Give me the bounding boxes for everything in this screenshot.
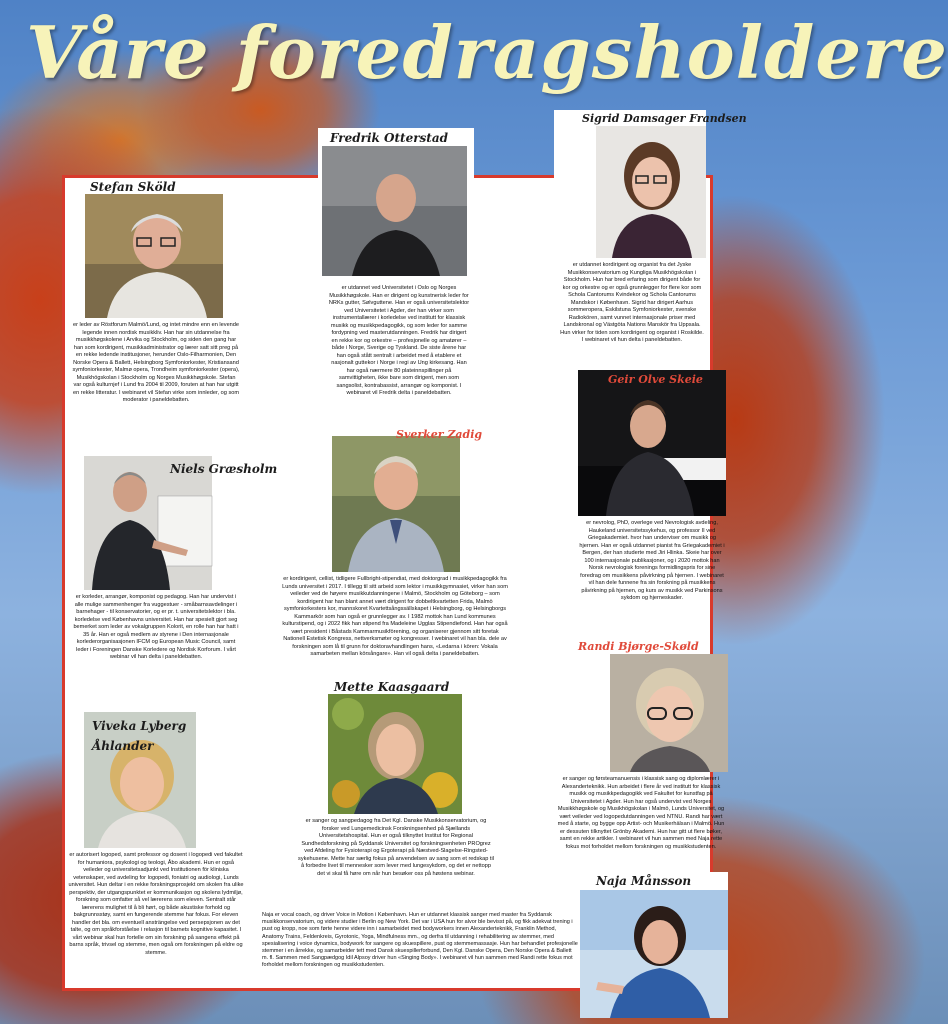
portrait-image — [596, 126, 706, 258]
speaker-bio: er utdannet ved Universitetet i Oslo og Norges Musikkhøgskole. Han er dirigent og kunstnerisk leder for NRKs gutter, Sølvguttene. Han er også universitetslektor ved Universitetet i Agder, der han virker som instrumentallærer i korledelse ved institutt for klassisk musikk og musikkpedagogikk, og som leder for samme fordypning ved masterutdanningen. Fredrik har dirigert en rekke kor og orkestre – profesjonelle og amatører – både i Norge, Sverige og Tyskland. De siste årene har han også stått sentralt i arbeidet med å etablere et nasjonalt guttekor i Norge i regi av Ung kirkesang. Han har også nærmere 80 plateinnspillinger på samvittigheten, ikke bare som dirigent, men som sangsolist, kontrabassist, arrangør og komponist. I webinaret vil Fredrik delta i paneldebatten. — [328, 285, 470, 396]
speaker-bio: er sanger og førsteamanuensis i klassisk sang og diplomlærer i Alexanderteknikk. Hun arbeidet i flere år ved institutt for klassisk musikk og musikkpedagogikk ved Fakultet for kunstfag på Universitetet i Agder. Hun har også undervist ved Norges Musikkhøgskole og Musikhögskolan i Malmö, Lunds Universitet, og vært veileder ved logopedutdanningen ved NTNU. Randi har vært med å starte, og bygge opp Artist- och Musikerhälsan i Malmö. Hun er dessuten tilknyttet Grönby Akademi. Hun har gitt ut flere bøker, samt en rekke artikler. I webinaret vil hun sammen med Naja rette fokus mot forholdet mellom forskningen og musikkstudenten. — [557, 776, 725, 850]
speaker-photo-fredrik — [322, 146, 467, 276]
speaker-name: Stefan Sköld — [90, 180, 176, 194]
speaker-bio: er leder av Röstforum Malmö/Lund, og intet mindre enn en levende legende innen nordisk musikkliv. Han har sin utdannelse fra musikkhøgskolene i Arvika og Stockholm, og siden den gang har han som kordirigent, musikkadministrator og lærer satt sitt preg på en rekke ledende institusjoner, herunder Oslo-Filharmonien, Den Norske Opera & Ballett, Helsingborg Symfoniorkester, Kristiansand symfoniorkester, Malmø opera, Trondheim symfoniorkester (opera), Musikhögskolan i Stockholm og Norges Musikkhøgskole. Stefan var også kulturnjef i Lund fra 2004 til 2009, foruten at han har utgitt en rekke litteratur. I webinaret vil Stefan virke som innleder, og som moderator i paneldebatten. — [72, 322, 240, 403]
speaker-name: Viveka Lyberg Åhlander — [92, 719, 187, 753]
speaker-name: Fredrik Otterstad — [330, 131, 448, 145]
speaker-name: Geir Olve Skeie — [608, 373, 703, 386]
speaker-name: Niels Græsholm — [170, 462, 278, 476]
speaker-photo-naja — [580, 890, 728, 1018]
speaker-photo-sverker — [332, 436, 460, 572]
portrait-image — [84, 456, 212, 590]
portrait-image — [332, 436, 460, 572]
speaker-bio: er sanger og sangpedagog fra Det Kgl. Danske Musikkonservatorium, og forsker ved Lungemedicinsk Forskningsenhed på Sjællands Universitetshospital. Hun er også tilknyttet Institut for Regional Sundhedsforskning på Syddansk Universitet og forskningsenheten PROgrez ved Afdeling for Fysioterapi og Ergoterapi på Næstved-Slagelse-Ringsted-sykehusene. Mette har særlig fokus på anvendelsen av sang som et redskap til å forbedre livet til mennesker som lever med lungesykdom, og det er nettopp det vi skal få høre om når hun besøker oss på høstens webinar. — [298, 818, 494, 877]
speaker-photo-mette — [328, 694, 462, 814]
portrait-image — [580, 890, 728, 1018]
speaker-name: Mette Kaasgaard — [334, 680, 450, 694]
speaker-bio: er korleder, arrangør, komponist og pedagog. Han har undervist i alle mulige sammenhenger fra vuggestuer - småbarnsavdelinger i barnehager - til konservatorier, og er pr. t. universitetslektor i bla. korledelse ved Københavns universitet. Han har spesielt gjort seg bemerket som leder av vokalgruppen Kolorit, en rolle han har hatt i 35 år. Han er også medlem av styrene i Den internasjonale korlederorganisasjonen IFCM og European Music Council, samt leder i Foreningen Danske Korledere og Nordisk Korforum. I vårt webinar vil han delta i paneldebatten. — [73, 594, 239, 660]
speaker-bio: er kordirigent, cellist, tidligere Fullbright-stipendiat, med doktorgrad i musikkpedagogikk fra Lunds universitet i 2017. I tillegg til sitt arbeid som lektor i musikkgymnasiet, virker han som veileder ved de høyere musikkutdanningene i Malmö, Stockholm og Göteborg – som kordirigent har han blant annet vært dirigent for dobbeltkvartetten Frida, Malmö symfoniorkesters kor, mannskoret Kvartettsångssällskapet i Helsingborg, og Helsingborgs Kammarkör som han også er grunnlegger av. I 1982 mottok han Lund kommunes kulturstipend, og i 2022 fikk han stipend fra Madeleine Ugglas Stipendiefond. Han har også vært president i Båstads Kammarmusikförening, og organiserer gjennom sitt foretak Nationell Estetisk Kongress, nettverksmøter og kongresser. I webinaret vil han bla. dele av forskningen som lå til grunn for doktoravhandlingen hans, «Ledarna i kören: Vokala samarbeten mellan körsångare». Han vil også delta i paneldebatten. — [282, 576, 508, 657]
speaker-bio: er nevrolog, PhD, overlege ved Nevrologisk avdeling, Haukeland universitetssykehus, og professor II ved Griegakademiet. hvor han underviser om musikk og hjernen. Han er også utdannet pianist fra Griegakademiet i Bergen, der han studerte med Jiri Hlinka. Skeie har over 100 internasjonale publikasjoner, og i 2020 mottok han Norsk nevrologisk forenings formidlingspris for sine foredrag om musikkens påvirkning på hjernen. I webinaret vil han dele funnene fra sin forskning på musikkens påvirkning på hjernen, og kurs av musikk ved Parkinsons sykdom og hjerneskader. — [579, 520, 725, 601]
speaker-bio: er autorisert logoped, samt professor og dosent i logopedi ved fakultet for humaniora, psykologi og teologi, Åbo akademi. Hun er også veileder og universitetsadjunkt ved Institutionen för kliniska vetenskaper, ved avdeling for logopedi, foniatri og audiologi, Lunds universitet. Hun deltar i en rekke forskningsprosjekt om skolen fra ulike perspektiv, der utgangspunktet er kommunikasjon og skolens lydmiljø, forskning som omfatter så vel lærerens som eleven. Sentralt står lærerens mulighet til å bli hørt, og både akustiske forhold og bakgrunnsstøy, samt en fungerende stemme har fokus. For eleven handler det bla. om eventuell ansträngelse ved persepsjonen av det talte, og om språkforståelse i relasjon til barnets kognitive kapasitet. I vårt webinar skal hun fortelle om sin forskning på sangens effekt på barns språk, trivsel og stemme, men også om forskningen på eldre og stemme. — [68, 852, 244, 956]
portrait-image — [85, 194, 223, 318]
page-title: Våre foredragsholdere — [26, 10, 948, 95]
portrait-image — [322, 146, 467, 276]
speaker-photo-niels — [84, 456, 212, 590]
speaker-name: Randi Bjørge-Skøld — [578, 640, 699, 653]
speaker-name: Naja Månsson — [596, 874, 692, 888]
portrait-image — [578, 370, 726, 516]
speaker-photo-sigrid — [596, 126, 706, 258]
portrait-image — [610, 654, 728, 772]
speaker-photo-stefan — [85, 194, 223, 318]
speaker-name: Sverker Zadig — [396, 428, 483, 441]
speaker-bio: Naja er vocal coach, og driver Voice in Motion i København. Hun er utdannet klassisk sanger med master fra Syddansk musikkonservatorium, og videre studier i Berlin og New York. Det var i USA hun for alvor ble bevisst på, og fikk adekvat trening i pust og kropp, noe som førte henne videre inn i samarbeidet med bodyworkers innen Alexanderteknikk, Franklin Method, Anatomy Trains, Feldenkreis, Gyrotonic, Yoga, Mindfulness mm., og derfra til utdanning i rehabilitering av stemmer, med spesialisering i voice dynamics, bodywork for sangere og skuespillere, pust og stemmemassasje. Hun har behandlet profesjonelle stemmer i en årrekke, og samarbeider tett med Dansk skuespillerforbund, Den Kgl. Danske Opera, Den Norske Opera & Ballett m. fl. Sammen med Sangpædgog Idil Alpsoy driver hun «Singing Body». I webinaret vil hun sammen med Randi rette fokus mot forholdet mellom forskningen og musikkstudenten. — [262, 912, 578, 969]
speaker-bio: er utdannet kordirigent og organist fra det Jyske Musikkonservatorium og Kungliga Musikhögskolan i Stockholm. Hun har bred erfaring som dirigent både for kor og orkestre og er også grunnlegger for flere kor som Schola Cantorums Kvindekor og Schola Cantorums Mandskor i København. Sigrid har dirigert Aarhus sommeropera, Eskilstuna Symfoniorkester, svenske Radiokören, samt vunnet internasjonale priser med Landskronal og Västgöta Nations Manskör fra Uppsala. Hun virker for tiden som kordirigent og organist i Roskilde. I webinaret vil hun delta i paneldebatten. — [560, 262, 704, 343]
speaker-photo-randi — [610, 654, 728, 772]
speaker-photo-geir — [578, 370, 726, 516]
portrait-image — [328, 694, 462, 814]
speaker-name: Sigrid Damsager Frandsen — [582, 112, 747, 125]
